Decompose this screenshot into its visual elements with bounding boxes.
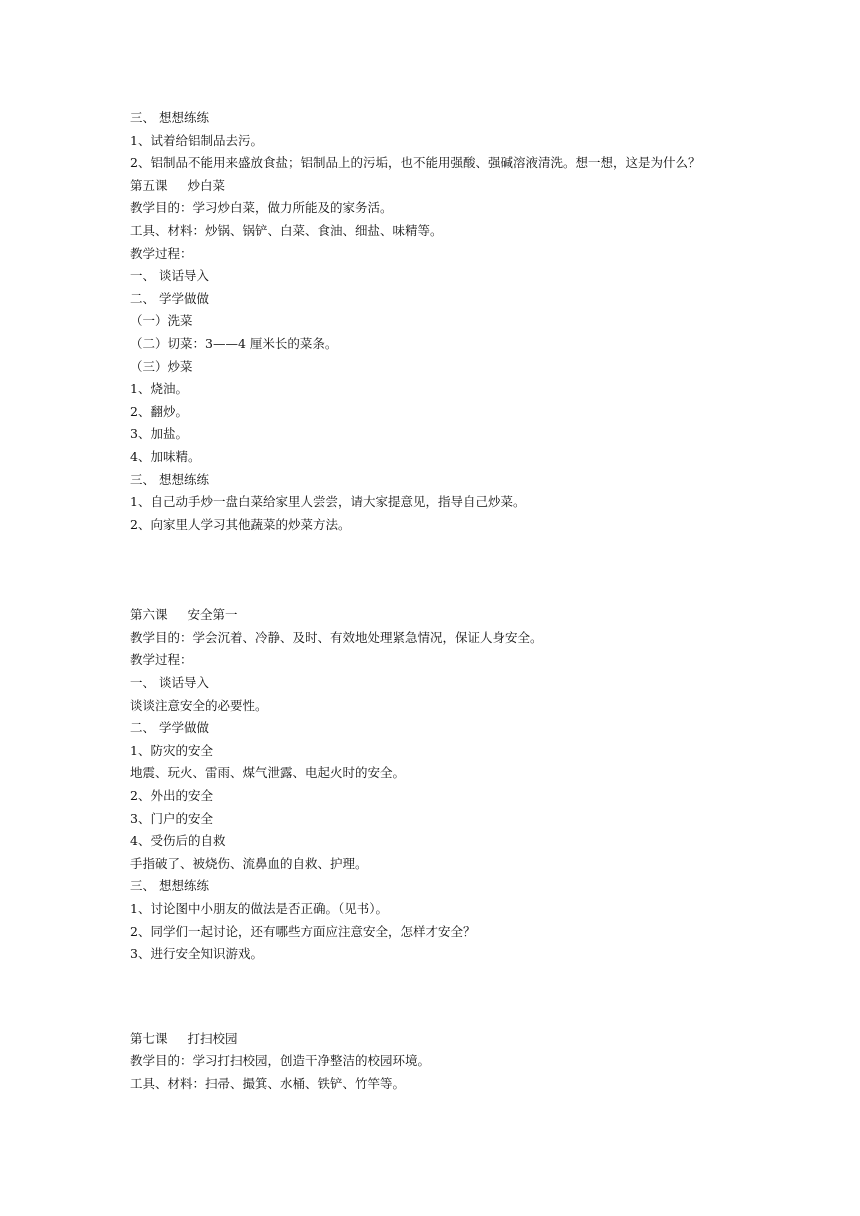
text-line: 地震、玩火、雷雨、煤气泄露、电起火时的安全。 [130, 765, 406, 781]
blank-space [130, 966, 770, 1028]
text-line: 手指破了、被烧伤、流鼻血的自救、护理。 [130, 855, 368, 871]
text-line: 2、翻炒。 [130, 403, 188, 419]
text-line: 3、进行安全知识游戏。 [130, 946, 263, 962]
text-line: （三）炒菜 [130, 358, 193, 374]
text-line: 2、同学们一起讨论，还有哪些方面应注意安全，怎样才安全？ [130, 923, 476, 939]
lesson-name: 炒白菜 [187, 177, 226, 193]
text-line: 谈谈注意安全的必要性。 [130, 697, 268, 713]
text-line: 3、加盐。 [130, 426, 188, 442]
blank-space [130, 536, 770, 604]
text-line: 2、铝制品不能用来盛放食盐；铝制品上的污垢，也不能用强酸、强碱溶液清洗。想一想，这是为什么？ [130, 155, 701, 171]
text-line: 工具、材料：炒锅、锅铲、白菜、食油、细盐、味精等。 [130, 222, 443, 238]
lesson-name: 安全第一 [187, 607, 238, 623]
text-line: （一）洗菜 [130, 313, 193, 329]
text-line: 教学过程： [130, 245, 193, 261]
text-line: 教学目的：学习炒白菜，做力所能及的家务活。 [130, 200, 393, 216]
text-line: 1、讨论图中小朋友的做法是否正确。（见书）。 [130, 901, 388, 916]
text-line: 教学过程： [130, 652, 193, 668]
text-line: 1、自己动手炒一盘白菜给家里人尝尝，请大家提意见，指导自己炒菜。 [130, 494, 526, 510]
text-line: 2、外出的安全 [130, 788, 213, 804]
section-heading: 三、 想想练练 [130, 471, 209, 487]
lesson-number: 第六课 [130, 607, 168, 623]
text-line: 4、受伤后的自救 [130, 833, 226, 849]
lesson-title [130, 1028, 770, 1051]
lesson-title [130, 604, 770, 627]
lesson-number: 第七课 [130, 1030, 168, 1046]
text-line: 4、加味精。 [130, 448, 201, 464]
text-line: 1、试着给铝制品去污。 [130, 132, 263, 148]
lesson-number: 第五课 [130, 177, 168, 193]
section-heading: 一、 谈话导入 [130, 268, 209, 284]
section-heading: 二、 学学做做 [130, 290, 209, 306]
text-line: 2、向家里人学习其他蔬菜的炒菜方法。 [130, 516, 351, 532]
section-heading: 三、 想想练练 [130, 878, 209, 894]
text-line: 工具、材料：扫帚、撮箕、水桶、铁铲、竹竿等。 [130, 1075, 406, 1091]
section-heading: 二、 学学做做 [130, 720, 209, 736]
document-page [130, 107, 770, 1096]
text-line: 1、烧油。 [130, 381, 188, 397]
section-heading: 三、 想想练练 [130, 110, 209, 125]
text-line: （二）切菜：3——4 厘米长的菜条。 [130, 335, 338, 351]
text-line: 教学目的：学会沉着、冷静、及时、有效地处理紧急情况，保证人身安全。 [130, 629, 543, 645]
lesson-name: 打扫校园 [187, 1030, 238, 1046]
lesson-title [130, 175, 770, 198]
section-heading: 一、 谈话导入 [130, 675, 209, 691]
text-line: 3、门户的安全 [130, 810, 213, 826]
text-line: 1、防灾的安全 [130, 742, 213, 758]
text-line: 教学目的：学习打扫校园，创造干净整洁的校园环境。 [130, 1053, 431, 1069]
